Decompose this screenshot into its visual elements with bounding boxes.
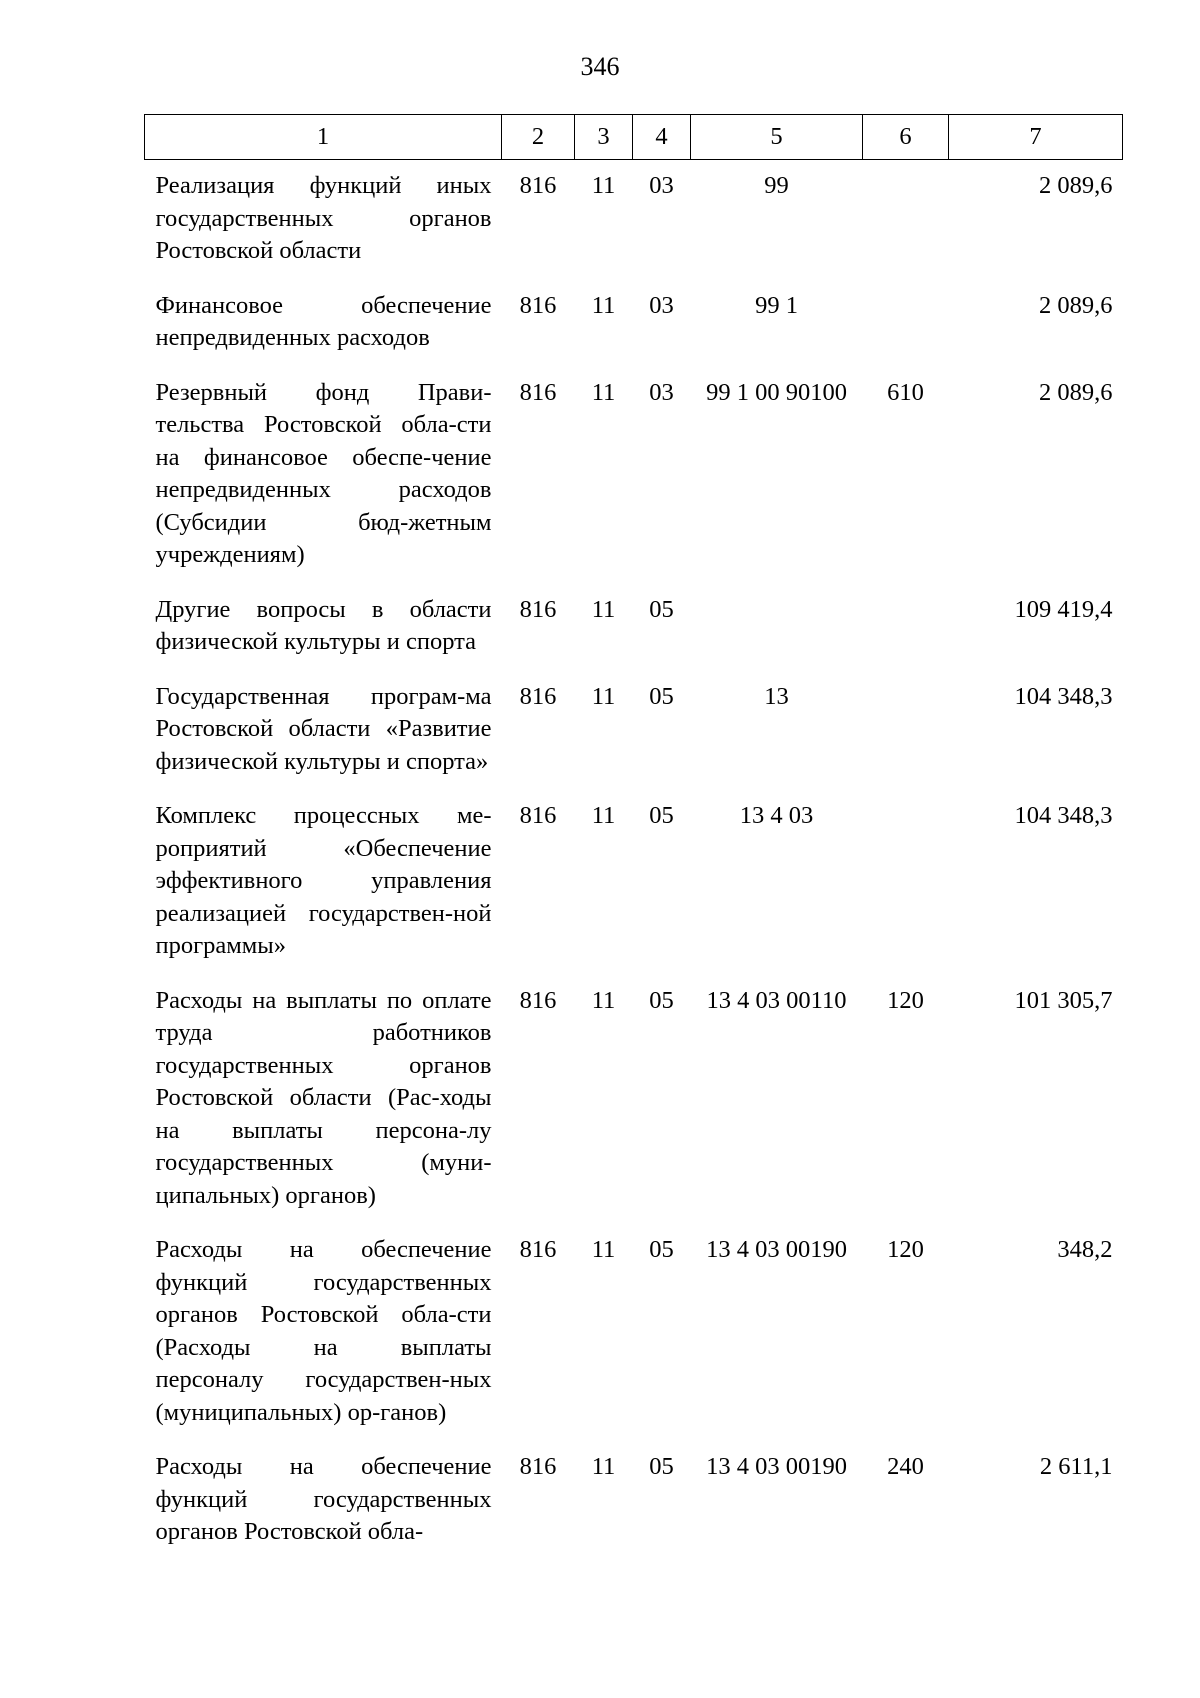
row-amount: 104 348,3	[1014, 682, 1113, 710]
column-header-4: 4	[633, 115, 691, 160]
table-header	[145, 115, 1123, 160]
row-amount: 104 348,3	[1014, 802, 1113, 829]
row-ministry-code: 816	[519, 802, 557, 829]
row-name: Другие вопросы в области физической культуры и спорта	[155, 595, 492, 655]
row-subsection: 05	[649, 986, 674, 1014]
row-expense-type	[863, 671, 949, 791]
column-header-6: 6	[863, 115, 949, 160]
row-target-article: 13 4 03 00190	[706, 1236, 847, 1263]
column-header-5: 5	[691, 115, 863, 160]
column-header-2: 2	[502, 115, 575, 160]
row-section: 11	[591, 1453, 616, 1480]
row-ministry-code: 816	[519, 378, 557, 406]
row-name: Комплекс процессных ме-роприятий «Обеспечение эффективного управления реализацией государствен-ной программы»	[155, 802, 492, 959]
row-name: Расходы на обеспечение функций государственных органов Ростовской обла-	[155, 1453, 492, 1545]
row-name: Расходы на выплаты по оплате труда работников государственных органов Ростовской области (Рас-ходы на выплаты персона-лу государственных (муни-ципальных) органов)	[155, 986, 492, 1209]
row-target-article: 99 1	[755, 291, 798, 319]
row-amount: 348,2	[1057, 1236, 1113, 1263]
row-ministry-code: 816	[519, 172, 557, 199]
row-ministry-code: 816	[519, 986, 557, 1014]
row-section: 11	[591, 172, 616, 199]
page-number: 346	[580, 52, 620, 81]
row-section: 11	[591, 986, 616, 1014]
row-expense-type	[863, 160, 949, 280]
column-header-7: 7	[949, 115, 1123, 160]
row-expense-type: 120	[887, 1236, 924, 1263]
row-name: Расходы на обеспечение функций государственных органов Ростовской обла-сти (Расходы на выплаты персоналу государствен-ных (муниципальных) ор-ганов)	[155, 1236, 492, 1426]
row-amount: 101 305,7	[1014, 986, 1113, 1014]
table-row	[145, 1224, 1123, 1441]
row-ministry-code: 816	[519, 291, 557, 319]
row-expense-type: 120	[887, 986, 924, 1014]
table-row	[145, 280, 1123, 367]
row-ministry-code: 816	[519, 595, 557, 623]
row-subsection: 05	[649, 595, 674, 623]
row-section: 11	[591, 682, 616, 710]
row-subsection: 05	[649, 682, 674, 710]
row-target-article	[691, 584, 863, 671]
row-target-article: 13 4 03 00110	[706, 986, 847, 1014]
row-target-article: 99	[764, 172, 789, 199]
row-expense-type: 240	[887, 1453, 924, 1480]
row-name: Государственная програм-ма Ростовской области «Развитие физической культуры и спорта»	[155, 682, 492, 775]
row-expense-type	[863, 790, 949, 975]
row-section: 11	[591, 802, 616, 829]
row-amount: 2 089,6	[1039, 378, 1113, 406]
row-subsection: 03	[649, 378, 674, 406]
row-section: 11	[591, 291, 616, 319]
row-target-article: 99 1 00 90100	[706, 378, 847, 406]
row-amount: 2 089,6	[1039, 291, 1113, 319]
table-row	[145, 671, 1123, 791]
column-header-3: 3	[575, 115, 633, 160]
row-expense-type	[863, 584, 949, 671]
table-row	[145, 975, 1123, 1225]
row-section: 11	[591, 595, 616, 623]
row-subsection: 03	[649, 291, 674, 319]
row-subsection: 03	[649, 172, 674, 199]
row-target-article: 13 4 03 00190	[706, 1453, 847, 1480]
row-subsection: 05	[649, 802, 674, 829]
header-row	[145, 115, 1123, 160]
row-subsection: 05	[649, 1453, 674, 1480]
row-section: 11	[591, 1236, 616, 1263]
column-header-1: 1	[145, 115, 502, 160]
row-ministry-code: 816	[519, 682, 557, 710]
row-name: Финансовое обеспечение непредвиденных расходов	[155, 291, 492, 351]
table-row	[145, 790, 1123, 975]
row-ministry-code: 816	[519, 1453, 557, 1480]
row-section: 11	[591, 378, 616, 406]
row-name: Резервный фонд Прави-тельства Ростовской обла-сти на финансовое обеспе-чение непредвиденных расходов (Субсидии бюд-жетным учреждениям)	[155, 378, 492, 568]
row-target-article: 13 4 03	[739, 802, 814, 829]
table-row	[145, 584, 1123, 671]
row-amount: 109 419,4	[1014, 595, 1113, 623]
row-amount: 2 611,1	[1039, 1453, 1113, 1480]
row-ministry-code: 816	[519, 1236, 557, 1263]
row-name: Реализация функций иных государственных органов Ростовской области	[155, 172, 492, 264]
table-row	[145, 367, 1123, 584]
row-expense-type	[863, 280, 949, 367]
row-target-article: 13	[764, 682, 789, 710]
row-amount: 2 089,6	[1039, 172, 1113, 199]
budget-table	[144, 114, 1123, 1561]
row-expense-type: 610	[887, 378, 924, 406]
table-row	[145, 1441, 1123, 1561]
row-subsection: 05	[649, 1236, 674, 1263]
table-row	[145, 160, 1123, 280]
table-body	[145, 160, 1123, 1561]
